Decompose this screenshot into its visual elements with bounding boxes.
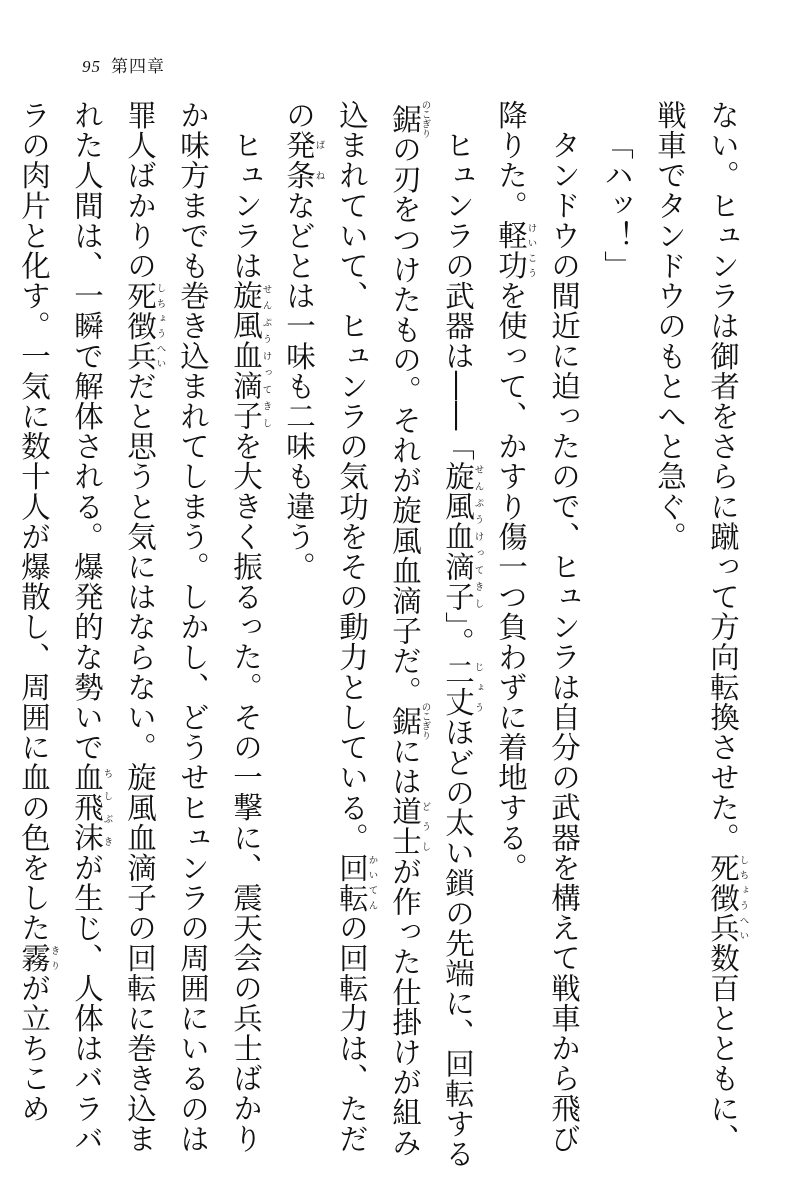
paragraph: タンドウの間近に迫ったので、ヒュンラは自分の武器を構えて戦車から飛び降りた。軽功けいこうを使って、かすり傷一つ負わずに着地する。 (494, 100, 581, 1153)
ruby-chishibuki: 血飛沫ちしぶき (70, 762, 113, 853)
ruby-kaiten: 回転かいてん (335, 852, 378, 913)
ruby-shichohei: 死徴兵しちょうへい (706, 852, 749, 943)
ruby-kiri: 霧きり (17, 942, 60, 973)
ruby-nokogiri: 鋸のこぎり (388, 100, 431, 138)
paragraph: ヒュンラは旋風血滴子せんぷうけってきしを大きく振るった。その一撃に、震天会の兵士ばかりか味方までも巻き込まれてしまう。しかし、どうせヒュンラの周囲にいるのは罪人ばかりの死徴兵しちょうへいだと思うと気にはならない。旋風血滴子の回転に巻き込まれた人間は、一瞬で解体される。爆発的な勢いで血飛沫ちしぶきが生じ、人体はバラバラの肉片と化す。一気に数十人が爆散し、周囲に血の色をした霧きりが立ちこめ (17, 100, 272, 1154)
paragraph: 「ハッ！」 (600, 129, 634, 280)
ruby-senpuu: 旋風血滴子せんぷうけってきし (229, 280, 272, 431)
ruby-jou: 二丈じょう (441, 656, 484, 717)
ruby-nokogiri: 鋸のこぎり (388, 702, 431, 741)
ruby-shichohei: 死徴兵しちょうへい (123, 280, 166, 371)
running-header (82, 52, 165, 77)
ruby-doushi: 道士どうし (388, 796, 431, 857)
paragraph: ヒュンラの武器は――「旋風血滴子せんぷうけってきし」。二丈じょうほどの太い鎖の先端に、回転する鋸のこぎりの刃をつけたもの。それが旋風血滴子だ。鋸のこぎりには道士どうしが作った仕掛けが組み込まれていて、ヒュンラの気功をその動力としている。回転かいてんの回転力は、ただの発条ばねなどとは一味も二味も違う。 (282, 100, 484, 1169)
paragraph: ない。ヒュンラは御者をさらに蹴って方向転換させた。死徴兵しちょうへい数百とともに、戦車でタンドウのもとへと急ぐ。 (653, 100, 749, 1154)
ruby-bane: 発条ばね (282, 130, 325, 191)
ruby-senpuu: 旋風血滴子せんぷうけってきし (441, 460, 484, 612)
chapter-title: 第四章 (111, 57, 165, 76)
page-number: 95 (82, 57, 101, 76)
body-text (17, 100, 749, 1170)
ruby-keiko: 軽功けいこう (494, 220, 537, 281)
